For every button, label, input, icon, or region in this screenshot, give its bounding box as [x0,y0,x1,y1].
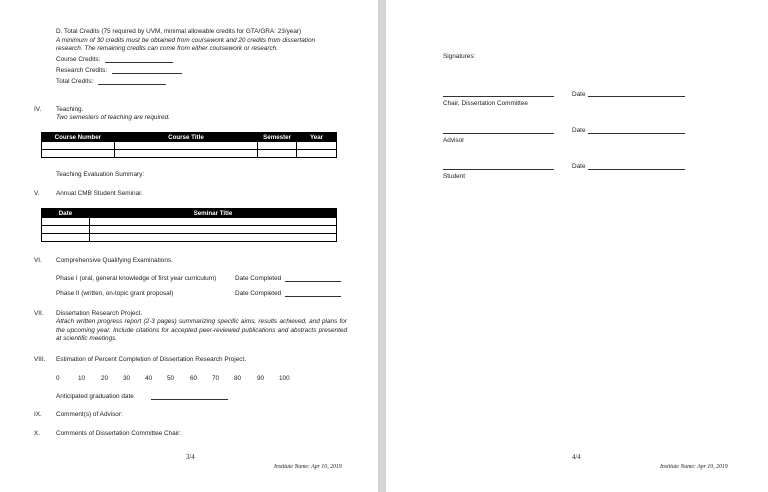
teaching-note: Two semesters of teaching are required. [56,114,170,121]
table-cell[interactable] [42,234,90,242]
column-header: Course Number [42,133,115,142]
date-label: Date [572,127,586,134]
teaching-table-header [42,133,337,142]
percent-option[interactable]: 100 [279,375,290,382]
column-header: Date [42,209,90,218]
footer-institute-date: Institute Name: Apr 10, 2019 [660,464,728,470]
table-cell[interactable] [258,150,297,158]
column-header: Semester [258,133,297,142]
seminar-title: Annual CMB Student Seminar. [56,190,143,197]
table-cell[interactable] [114,142,257,150]
percent-option[interactable]: 30 [123,375,131,382]
exams-title: Comprehensive Qualifying Examinations. [56,257,173,264]
table-cell[interactable] [89,226,336,234]
page-number: 4/4 [572,454,581,461]
document-page-4 [386,0,768,492]
table-cell[interactable] [42,226,90,234]
section-number-viii: VIII. [34,356,46,363]
research-credits-field[interactable] [112,73,182,74]
teaching-title: Teaching. [56,106,84,113]
table-cell[interactable] [89,234,336,242]
teaching-table [41,132,337,158]
table-row [42,142,337,150]
signer-advisor: Advisor [443,137,465,144]
graduation-date-field[interactable] [151,399,228,400]
percent-option[interactable]: 50 [167,375,175,382]
table-cell[interactable] [42,218,90,226]
table-row [42,234,337,242]
total-credits-label: Total Credits: [56,78,94,85]
signatures-label: Signatures: [443,53,476,60]
footer-institute-date: Institute Name: Apr 10, 2019 [274,464,342,470]
table-row [42,218,337,226]
advisor-signature-line[interactable] [443,133,554,134]
signer-student: Student [443,173,466,180]
page-number: 3/4 [186,454,195,461]
course-credits-field[interactable] [105,62,173,63]
percent-option[interactable]: 20 [101,375,109,382]
phase-2-label: Phase II (written, on-topic grant proposal) [56,290,174,297]
date-label: Date [572,163,586,170]
date-label: Date [572,91,586,98]
chair-date-line[interactable] [588,96,685,97]
table-row [42,150,337,158]
section-number-iv: IV. [34,106,42,113]
column-header: Course Title [114,133,257,142]
credits-note-line-2: research. The remaining credits can come from either coursework or research. [56,45,278,52]
percent-option[interactable]: 80 [234,375,242,382]
advisor-comments-label: Comment(s) of Advisor: [56,411,123,418]
student-date-line[interactable] [588,169,685,170]
phase-2-date-field[interactable] [285,296,341,297]
research-credits-label: Research Credits: [56,67,108,74]
section-number-ix: IX. [34,411,42,418]
signer-chair: Chair, Dissertation Committee [443,100,528,107]
seminar-table [41,208,337,242]
advisor-date-line[interactable] [588,133,685,134]
table-cell[interactable] [114,150,257,158]
percent-option[interactable]: 40 [145,375,153,382]
percent-option[interactable]: 10 [78,375,86,382]
table-cell[interactable] [297,150,337,158]
completion-title: Estimation of Percent Completion of Dissertation Research Project. [56,356,247,363]
table-cell[interactable] [89,218,336,226]
document-page-3 [0,0,378,492]
percent-option[interactable]: 70 [212,375,220,382]
credits-heading: D. Total Credits (75 required by UVM, minimal allowable credits for GTA/GRA: 23/year) [56,28,302,35]
section-number-v: V. [34,190,40,197]
section-number-vii: VII. [34,310,44,317]
phase-1-date-label: Date Completed [235,275,282,282]
table-cell[interactable] [42,150,115,158]
teaching-evaluation-label: Teaching Evaluation Summary: [56,171,145,178]
percent-option[interactable]: 0 [56,375,60,382]
table-row [42,226,337,234]
section-number-x: X. [34,430,41,437]
student-signature-line[interactable] [443,169,554,170]
phase-1-date-field[interactable] [285,281,341,282]
column-header: Seminar Title [89,209,336,218]
course-credits-label: Course Credits: [56,56,101,63]
dissertation-title: Dissertation Research Project. [56,310,143,317]
table-cell[interactable] [297,142,337,150]
percent-option[interactable]: 90 [257,375,265,382]
total-credits-field[interactable] [98,84,166,85]
percent-option[interactable]: 60 [190,375,198,382]
seminar-table-header [42,209,337,218]
chair-comments-label: Comments of Dissertation Committee Chair: [56,430,182,437]
phase-2-date-label: Date Completed [235,290,282,297]
chair-signature-line[interactable] [443,96,554,97]
section-number-vi: VI. [34,257,42,264]
table-cell[interactable] [42,142,115,150]
phase-1-label: Phase I (oral, general knowledge of first year curriculum) [56,275,217,282]
graduation-date-label: Anticipated graduation date [56,393,134,400]
column-header: Year [297,133,337,142]
dissertation-note: Attach written progress report (2-3 pages) summarizing specific aims, results achieved, and plans for the upcoming year. Include citations for accepted peer-reviewed publications and abstracts presented at scientific meetings. [56,318,347,342]
table-cell[interactable] [258,142,297,150]
credits-note-line-1: A minimum of 30 credits must be obtained from coursework and 20 credits from dissertation [56,37,316,44]
